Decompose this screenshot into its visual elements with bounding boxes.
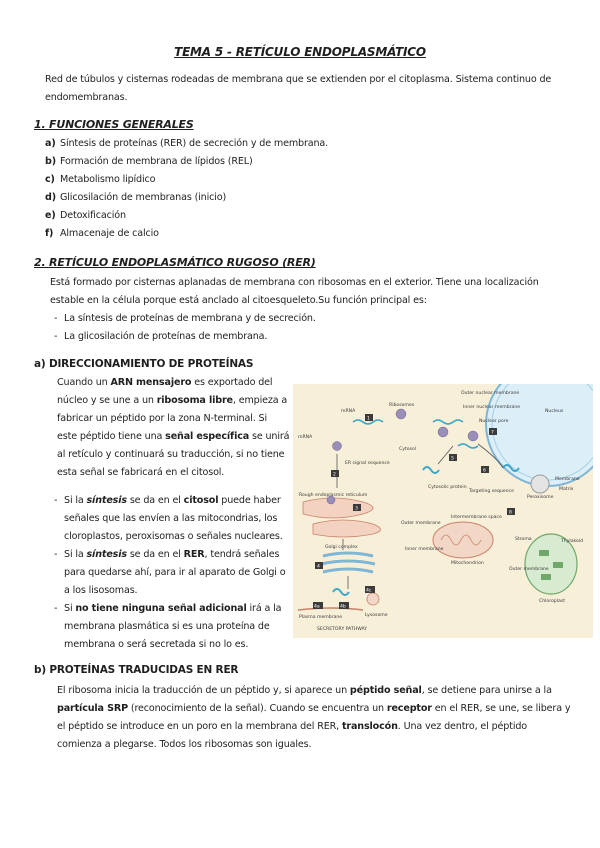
keyword-srp: partícula SRP — [57, 703, 128, 714]
text-span: el péptido se introduce en un poro en la membrana del RER, — [57, 721, 342, 732]
translation-line — [57, 718, 593, 736]
targeting-paragraph — [57, 374, 289, 482]
label-stroma: Stroma — [515, 537, 532, 542]
rer-function-1: - La síntesis de proteínas de membrana y de secreción. — [64, 310, 316, 328]
thylakoid-stack — [553, 562, 563, 568]
targeting-line — [57, 428, 289, 446]
label-ribosomes: Ribosomes — [389, 403, 415, 408]
label-cytosolic-protein: Cytosolic protein — [428, 485, 467, 490]
bullet-line — [64, 600, 281, 618]
text-span: Si la — [64, 495, 87, 506]
label-chloroplast: Chloroplast — [539, 599, 566, 604]
keyword-no-signal: no tiene ninguna señal adicional — [75, 603, 247, 614]
golgi-stack — [321, 561, 375, 564]
step-number: 6 — [483, 468, 486, 474]
bullet-line: señales que las envíen a las mitocondrias, los — [64, 513, 278, 524]
label-rough-er: Rough endoplasmic reticulum — [299, 493, 368, 498]
text-span: este péptido tiene una — [57, 431, 166, 442]
function-letter: b) — [45, 156, 56, 167]
keyword-mrna: ARN mensajero — [110, 377, 192, 388]
section-1-heading: 1. FUNCIONES GENERALES — [34, 118, 194, 131]
ribosome — [468, 431, 478, 441]
label-cytosol: Cytosol — [399, 447, 417, 452]
text-span: núcleo y se une a un — [57, 395, 157, 406]
label-outer-membrane: Outer membrane — [401, 521, 441, 526]
keyword-free-ribosome: ribosoma libre — [156, 395, 233, 406]
step-number: 4 — [317, 564, 320, 570]
translation-paragraph — [57, 682, 593, 754]
text-span: puede haber — [218, 495, 281, 506]
text-span: se unirá — [249, 431, 290, 442]
bullet-rer — [64, 546, 285, 600]
function-item — [45, 171, 155, 189]
step-number: 2 — [333, 472, 336, 478]
bullet-line: membrana plasmática si es una proteína de — [64, 621, 270, 632]
label-inner-nuclear-membrane: Inner nuclear membrane — [463, 405, 521, 410]
protein-targeting-figure — [293, 384, 593, 638]
function-item — [45, 189, 226, 207]
label-outer-envelope: Outer membrane — [509, 567, 549, 572]
targeting-line: esta señal se fabricará en el citosol. — [57, 467, 225, 478]
text-span: , se detiene para unirse a la — [421, 685, 552, 696]
text-span: en el RER, se une, se libera y — [431, 703, 571, 714]
thylakoid-stack — [541, 574, 551, 580]
function-item — [45, 153, 253, 171]
text-span: irá a la — [246, 603, 282, 614]
targeting-line: al retículo y continuará su traducción, si no tiene — [57, 449, 285, 460]
text-span: (reconocimiento de la señal). Cuando se encuentra un — [127, 703, 387, 714]
function-text: Síntesis de proteínas (RER) de secreción y de membrana. — [60, 138, 329, 149]
function-text: Formación de membrana de lípidos (REL) — [60, 156, 253, 167]
intro-line-2: endomembranas. — [45, 92, 128, 103]
subsection-a-heading: a) DIRECCIONAMIENTO DE PROTEÍNAS — [34, 358, 254, 370]
label-plasma-membrane: Plasma membrane — [299, 615, 343, 620]
subsection-b-heading: b) PROTEÍNAS TRADUCIDAS EN RER — [34, 664, 239, 676]
step-number: 4a — [314, 604, 320, 610]
step-number: 5 — [451, 456, 454, 462]
text-span: Si — [64, 603, 76, 614]
function-letter: f) — [45, 228, 54, 239]
label-lysosome: Lysosome — [365, 613, 388, 618]
keyword-signal-peptide: péptido señal — [349, 685, 422, 696]
label-golgi: Golgi complex — [325, 545, 358, 550]
label-mrna: mRNA — [341, 409, 356, 414]
step-number: 8 — [509, 510, 512, 516]
bullet-line: membrana o será secretada si no lo es. — [64, 639, 249, 650]
bullet-line: a los lisosomas. — [64, 585, 138, 596]
plasma-membrane — [298, 608, 363, 610]
label-nucleus: Nucleus — [545, 409, 564, 414]
rer-line-2: estable en la célula porque está anclado al citoesqueleto.Su función principal es: — [50, 295, 427, 306]
label-thylakoid: Thylakoid — [561, 539, 584, 544]
figure-svg — [293, 384, 593, 638]
text-span: se da en el — [126, 549, 184, 560]
mrna-strand — [433, 420, 463, 424]
rer-function-2: - La glicosilación de proteínas de membrana. — [64, 328, 267, 346]
keyword-cytosol: citosol — [183, 495, 219, 506]
function-letter: a) — [45, 138, 56, 149]
text-span: Si la — [64, 549, 87, 560]
bullet-line: para quedarse ahí, para ir al aparato de Golgi o — [64, 567, 286, 578]
label-outer-nuclear-membrane: Outer nuclear membrane — [461, 391, 520, 396]
keyword-receptor: receptor — [386, 703, 432, 714]
ribosome — [333, 442, 342, 451]
label-secretory-pathway: SECRETORY PATHWAY — [317, 627, 368, 632]
label-er-signal: ER signal sequence — [345, 461, 390, 466]
keyword-specific-signal: señal específica — [165, 431, 250, 442]
bullet-no-signal — [64, 600, 281, 654]
function-text: Metabolismo lipídico — [60, 174, 156, 185]
text-span: . Una vez dentro, el péptido — [397, 721, 527, 732]
mitochondrion-shape — [433, 522, 493, 558]
keyword-synthesis: síntesis — [86, 495, 127, 506]
bullet-line — [64, 546, 285, 564]
keyword-rer: RER — [183, 549, 205, 560]
function-letter: e) — [45, 210, 56, 221]
function-text: Detoxificación — [60, 210, 126, 221]
label-targeting-sequence: Targeting sequence — [469, 489, 514, 494]
keyword-translocon: translocón — [341, 721, 398, 732]
function-text: Almacenaje de calcio — [60, 228, 159, 239]
step-number: 3 — [355, 506, 358, 512]
bullet-cytosol — [64, 492, 283, 546]
text-span: , tendrá señales — [204, 549, 280, 560]
page-title: TEMA 5 - RETÍCULO ENDOPLASMÁTICO — [174, 45, 426, 59]
step-number: 4b — [340, 604, 346, 610]
section-2-heading: 2. RETÍCULO ENDOPLASMÁTICO RUGOSO (RER) — [34, 256, 316, 269]
er-cisterna — [303, 498, 373, 518]
bullet-line — [64, 492, 283, 510]
text-span: El ribosoma inicia la traducción de un péptido y, si aparece un — [57, 685, 350, 696]
function-letter: d) — [45, 192, 56, 203]
protein-chain — [423, 467, 439, 473]
function-letter: c) — [45, 174, 55, 185]
function-text: Glicosilación de membranas (inicio) — [60, 192, 227, 203]
golgi-stack — [323, 553, 373, 556]
label-nuclear-pore: Nuclear pore — [479, 419, 509, 424]
rer-paragraph — [50, 274, 580, 310]
function-item — [45, 135, 328, 153]
label-peroxisome: Peroxisome — [527, 495, 554, 500]
rer-line-1: Está formado por cisternas aplanadas de membrana con ribosomas en el exterior. Tiene una localización — [50, 277, 539, 288]
text-span: Cuando un — [57, 377, 111, 388]
label-membrane: Membrane — [555, 477, 580, 482]
translation-line: comienza a plegarse. Todos los ribosomas son iguales. — [57, 739, 312, 750]
text-span: se da en el — [126, 495, 184, 506]
function-item — [45, 207, 126, 225]
label-inner-membrane: Inner membrane — [405, 547, 444, 552]
label-mrna-2: mRNA — [298, 435, 313, 440]
step-number: 1 — [367, 416, 370, 422]
label-mitochondrion: Mitochondrion — [451, 561, 484, 566]
lysosome-shape — [367, 593, 379, 605]
intro-paragraph — [45, 71, 575, 107]
ribosome — [396, 409, 406, 419]
function-item — [45, 225, 159, 243]
golgi-stack — [323, 569, 373, 572]
mrna-strand — [458, 444, 478, 448]
label-intermembrane: Intermembrane space — [451, 515, 502, 520]
peroxisome-shape — [531, 475, 549, 493]
targeting-line — [57, 374, 289, 392]
text-span: es exportado del — [191, 377, 273, 388]
translation-line — [57, 682, 593, 700]
keyword-synthesis: síntesis — [86, 549, 127, 560]
nucleus-shape — [486, 384, 593, 486]
intro-line-1: Red de túbulos y cisternas rodeadas de membrana que se extienden por el citoplasma. Sistema continuo de — [45, 74, 552, 85]
er-cisterna — [313, 520, 381, 537]
label-matrix: Matrix — [559, 487, 574, 492]
targeting-line — [57, 392, 289, 410]
text-span: , empieza a — [232, 395, 288, 406]
step-number: 7 — [491, 430, 494, 436]
protein-chain — [333, 589, 349, 595]
translation-line — [57, 700, 593, 718]
ribosome — [438, 427, 448, 437]
bullet-line: cloroplastos, peroxisomas o señales nucleares. — [64, 531, 283, 542]
thylakoid-stack — [539, 550, 549, 556]
targeting-line: fabricar un péptido por la zona N-terminal. Si — [57, 413, 267, 424]
step-number: 4c — [366, 588, 372, 594]
